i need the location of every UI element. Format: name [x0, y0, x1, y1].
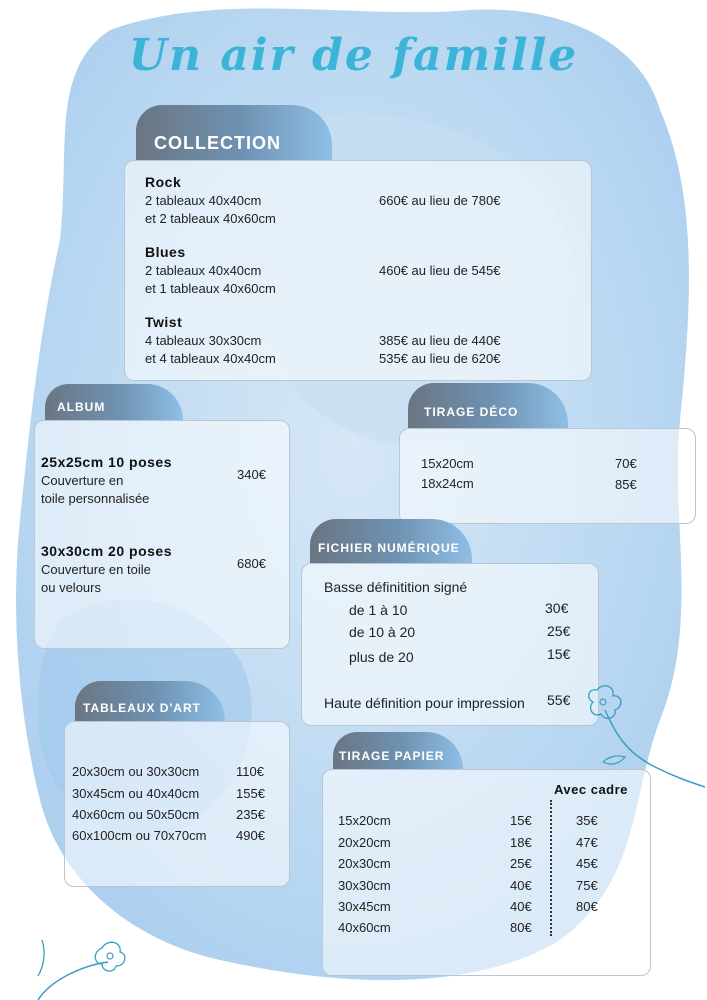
tirage-papier-tab-label: TIRAGE PAPIER	[339, 749, 445, 763]
fichier-range-label: de 10 à 20	[349, 624, 416, 640]
tirage-papier-size: 20x30cm	[338, 856, 391, 871]
tirage-papier-size: 15x20cm	[338, 813, 391, 828]
tableaux-price: 490€	[236, 828, 265, 843]
tableaux-art-tab	[75, 681, 225, 721]
flower-icon	[585, 682, 707, 790]
fichier-range-label: plus de 20	[349, 649, 414, 665]
tirage-deco-price: 85€	[615, 477, 637, 492]
tableaux-art-panel	[64, 721, 290, 887]
tirage-deco-tab-label: TIRAGE DÉCO	[424, 405, 519, 419]
tirage-papier-size: 30x30cm	[338, 878, 391, 893]
tirage-papier-price: 40€	[510, 899, 532, 914]
page-title: Un air de famille	[128, 30, 579, 81]
collection-tab	[136, 105, 332, 160]
tirage-papier-frame-price: 80€	[576, 899, 598, 914]
collection-group-price: 660€ au lieu de 780€	[379, 193, 501, 208]
tirage-papier-price: 25€	[510, 856, 532, 871]
tableaux-size: 30x45cm ou 40x40cm	[72, 786, 200, 801]
tirage-deco-size: 18x24cm	[421, 476, 474, 491]
fichier-range-price: 15€	[547, 646, 571, 662]
album-tab	[45, 384, 183, 420]
album-item-price: 680€	[237, 556, 266, 571]
tirage-papier-size: 40x60cm	[338, 920, 391, 935]
tableaux-size: 60x100cm ou 70x70cm	[72, 828, 207, 843]
tirage-papier-frame-price: 35€	[576, 813, 598, 828]
tirage-papier-size: 30x45cm	[338, 899, 391, 914]
album-item-desc: toile personnalisée	[41, 491, 150, 506]
tirage-papier-tab	[333, 732, 463, 769]
tirage-deco-tab	[408, 383, 568, 428]
fichier-range-price: 30€	[545, 600, 569, 616]
fichier-haute-label: Haute définition pour impression	[324, 695, 525, 711]
album-item-desc: Couverture en	[41, 473, 124, 488]
tirage-papier-panel	[322, 769, 651, 976]
tirage-papier-frame-price: 75€	[576, 878, 598, 893]
fichier-numerique-tab	[310, 519, 472, 563]
tableaux-price: 155€	[236, 786, 265, 801]
fichier-basse-label: Basse définitition signé	[324, 579, 468, 595]
collection-group-line: et 4 tableaux 40x40cm	[145, 351, 276, 366]
tirage-papier-frame-price: 47€	[576, 835, 598, 850]
album-item-name: 25x25cm 10 poses	[41, 454, 172, 470]
collection-group-line: 2 tableaux 40x40cm	[145, 263, 262, 278]
tableaux-art-tab-label: TABLEAUX D'ART	[83, 701, 201, 715]
collection-group-price: 385€ au lieu de 440€	[379, 333, 501, 348]
collection-group-price: 460€ au lieu de 545€	[379, 263, 501, 278]
tirage-deco-price: 70€	[615, 456, 637, 471]
tirage-papier-price: 40€	[510, 878, 532, 893]
fichier-range-price: 25€	[547, 623, 571, 639]
collection-group-name: Rock	[145, 174, 182, 190]
tirage-papier-size: 20x20cm	[338, 835, 391, 850]
fichier-numerique-tab-label: FICHIER NUMÉRIQUE	[318, 541, 460, 555]
fichier-range-label: de 1 à 10	[349, 602, 408, 618]
tirage-deco-size: 15x20cm	[421, 456, 474, 471]
tirage-papier-price: 15€	[510, 813, 532, 828]
collection-group-name: Blues	[145, 244, 186, 260]
tirage-papier-divider	[550, 800, 552, 936]
collection-group-price: 535€ au lieu de 620€	[379, 351, 501, 366]
tableaux-price: 235€	[236, 807, 265, 822]
collection-group-line: 2 tableaux 40x40cm	[145, 193, 262, 208]
fichier-haute-price: 55€	[547, 692, 571, 708]
collection-group-line: 4 tableaux 30x30cm	[145, 333, 262, 348]
collection-tab-label: COLLECTION	[154, 133, 281, 153]
tirage-papier-frame-header: Avec cadre	[554, 782, 628, 797]
collection-group-name: Twist	[145, 314, 183, 330]
tableaux-size: 20x30cm ou 30x30cm	[72, 764, 200, 779]
tirage-papier-price: 80€	[510, 920, 532, 935]
flower-icon	[30, 936, 130, 1000]
album-item-desc: ou velours	[41, 580, 101, 595]
collection-group-line: et 2 tableaux 40x60cm	[145, 211, 276, 226]
collection-group-line: et 1 tableaux 40x60cm	[145, 281, 276, 296]
album-item-name: 30x30cm 20 poses	[41, 543, 172, 559]
album-tab-label: ALBUM	[57, 400, 106, 414]
album-item-desc: Couverture en toile	[41, 562, 151, 577]
tirage-papier-price: 18€	[510, 835, 532, 850]
tirage-papier-frame-price: 45€	[576, 856, 598, 871]
album-item-price: 340€	[237, 467, 266, 482]
tableaux-size: 40x60cm ou 50x50cm	[72, 807, 200, 822]
tableaux-price: 110€	[236, 764, 264, 779]
